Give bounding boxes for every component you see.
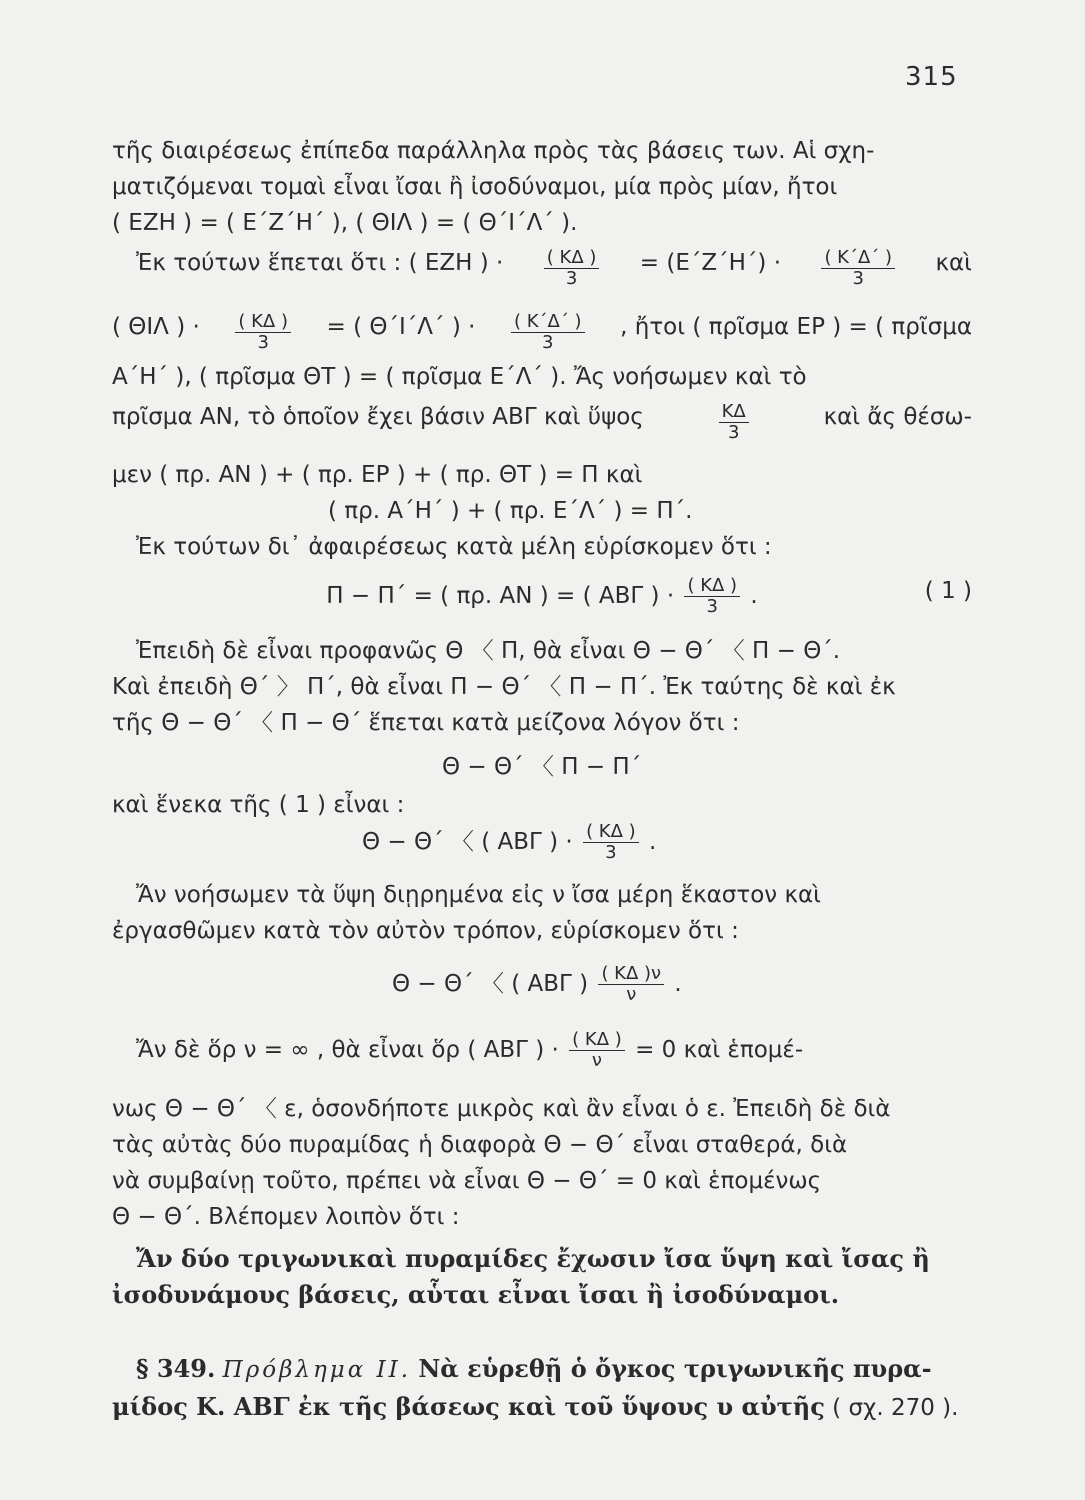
equation-line-7 bbox=[112, 402, 972, 443]
fraction-kd-nu: $\frac{( K\Delta )}{\nu}$ bbox=[569, 1030, 625, 1071]
eq21-left: Ἄν δὲ ὅρ ν = ∞ , θὰ εἶναι ὅρ ( ΑΒΓ ) · bbox=[136, 1037, 559, 1063]
page-number: 315 bbox=[905, 62, 958, 92]
text-line-13: Καὶ ἐπειδὴ Θ΄ 〉 Π΄, θὰ εἶναι Π − Θ΄ 〈 Π − Π΄. Ἐκ ταύτης δὲ καὶ ἐκ bbox=[112, 674, 896, 700]
text-line-14: τῆς Θ − Θ΄ 〈 Π − Θ΄ ἕπεται κατὰ μείζονα λόγον ὅτι : bbox=[112, 710, 740, 736]
equation-line-20 bbox=[112, 964, 972, 1005]
problem-heading-line-1 bbox=[112, 1354, 972, 1385]
eq5-mid: = ( Θ΄Ι΄Λ΄ ) · bbox=[326, 314, 476, 340]
text-line-22: νως Θ − Θ΄ 〈 ε, ὁσονδήποτε μικρὸς καὶ ἂν εἶναι ὁ ε. Ἐπειδὴ δὲ διὰ bbox=[112, 1096, 891, 1122]
problem-text-2: μίδος Κ. ΑΒΓ ἐκ τῆς βάσεως καὶ τοῦ ὕψους υ αὐτῆς bbox=[112, 1392, 825, 1421]
text-line-1: τῆς διαιρέσεως ἐπίπεδα παράλληλα πρὸς τὰς βάσεις των. Αἱ σχη- bbox=[112, 138, 875, 164]
problem-text-1: Νὰ εὑρεθῇ ὁ ὄγκος τριγωνικῆς πυρα- bbox=[418, 1354, 932, 1383]
text-line-24: νὰ συμβαίνῃ τοῦτο, πρέπει νὰ εἶναι Θ − Θ΄ = 0 καὶ ἑπομένως bbox=[112, 1168, 822, 1194]
problem-heading-line-2 bbox=[112, 1392, 972, 1423]
eq20-end: . bbox=[674, 971, 682, 997]
text-line-2: ματιζόμεναι τομαὶ εἶναι ἴσαι ἢ ἰσοδύναμοι, μία πρὸς μίαν, ἤτοι bbox=[112, 174, 838, 200]
eq11-left: Π − Π΄ = ( πρ. ΑΝ ) = ( ΑΒΓ ) · bbox=[326, 583, 675, 609]
text-line-3: ( ΕΖΗ ) = ( Ε΄Ζ΄Η΄ ), ( ΘΙΛ ) = ( Θ΄Ι΄Λ΄ ). bbox=[112, 210, 578, 236]
eq7-right: καὶ ἄς θέσω- bbox=[823, 404, 972, 430]
equation-number-1: ( 1 ) bbox=[924, 578, 972, 604]
text-line-12: Ἐπειδὴ δὲ εἶναι προφανῶς Θ 〈 Π, θὰ εἶναι Θ − Θ΄ 〈 Π − Θ΄. bbox=[136, 638, 841, 664]
fraction-kpd-3: $\frac{( K΄\Delta΄ )}{3}$ bbox=[511, 312, 585, 353]
eq4-mid: = (Ε΄Ζ΄Η΄) · bbox=[639, 250, 782, 276]
text-line-18: Ἄν νοήσωμεν τὰ ὕψη διῃρημένα εἰς ν ἴσα μέρη ἕκαστον καὶ bbox=[136, 882, 821, 908]
eq20-left: Θ − Θ΄ 〈 ( ΑΒΓ ) bbox=[392, 971, 589, 997]
eq17-end: . bbox=[648, 829, 657, 855]
fraction-kpd-3: $\frac{( K΄\Delta΄ )}{3}$ bbox=[821, 248, 895, 289]
eq4-right: καὶ bbox=[935, 250, 972, 276]
text-line-23: τὰς αὐτὰς δύο πυραμίδας ἡ διαφορὰ Θ − Θ΄ εἶναι σταθερά, διὰ bbox=[112, 1132, 848, 1158]
equation-line-11 bbox=[112, 576, 972, 617]
theorem-line-2: ἰσοδυνάμους βάσεις, αὗται εἶναι ἴσαι ἢ ἰσοδύναμοι. bbox=[112, 1280, 840, 1309]
eq11-end: . bbox=[750, 583, 758, 609]
fraction-kd-3: $\frac{( K\Delta )}{3}$ bbox=[684, 576, 740, 617]
text-line-6: Α΄Η΄ ), ( πρῖσμα ΘΤ ) = ( πρῖσμα Ε΄Λ΄ ). Ἄς νοήσωμεν καὶ τὸ bbox=[112, 364, 807, 390]
fraction-kd-nu: $\frac{( K\Delta )\nu}{\nu}$ bbox=[598, 964, 664, 1005]
text-line-9: ( πρ. Α΄Η΄ ) + ( πρ. Ε΄Λ΄ ) = Π΄. bbox=[328, 498, 693, 524]
text-line-10: Ἐκ τούτων δι᾽ ἀφαιρέσεως κατὰ μέλη εὑρίσκομεν ὅτι : bbox=[136, 534, 772, 560]
theorem-line-1: Ἄν δύο τριγωνικαὶ πυραμίδες ἔχωσιν ἴσα ὕψη καὶ ἴσας ἢ bbox=[136, 1244, 930, 1273]
eq17-left: Θ − Θ΄ 〈 ( ΑΒΓ ) · bbox=[362, 829, 573, 855]
eq21-right: = 0 καὶ ἑπομέ- bbox=[635, 1037, 804, 1063]
equation-line-21 bbox=[112, 1030, 972, 1071]
text-line-25: Θ − Θ΄. Βλέπομεν λοιπὸν ὅτι : bbox=[112, 1204, 460, 1230]
text-line-16: καὶ ἕνεκα τῆς ( 1 ) εἶναι : bbox=[112, 792, 405, 818]
fraction-kd-3: $\frac{( K\Delta )}{3}$ bbox=[544, 248, 600, 289]
equation-line-4 bbox=[112, 248, 972, 289]
equation-line-5 bbox=[112, 312, 972, 353]
text-line-15: Θ − Θ΄ 〈 Π − Π΄ bbox=[442, 754, 642, 780]
equation-line-17 bbox=[112, 822, 972, 863]
eq7-left: πρῖσμα ΑΝ, τὸ ὁποῖον ἔχει βάσιν ΑΒΓ καὶ ὕψος bbox=[112, 404, 644, 430]
problem-label: Πρόβλημα ΙΙ. bbox=[222, 1357, 412, 1383]
fraction-kd-3: $\frac{( K\Delta )}{3}$ bbox=[235, 312, 291, 353]
fraction-kd-plain-3: $\frac{K\Delta}{3}$ bbox=[719, 402, 749, 443]
section-number: § 349. bbox=[136, 1354, 216, 1383]
figure-reference: ( σχ. 270 ). bbox=[832, 1395, 959, 1421]
eq5-right: , ἤτοι ( πρῖσμα ΕΡ ) = ( πρῖσμα bbox=[620, 314, 972, 340]
eq4-left: Ἐκ τούτων ἕπεται ὅτι : ( ΕΖΗ ) · bbox=[136, 250, 504, 276]
text-line-8: μεν ( πρ. ΑΝ ) + ( πρ. ΕΡ ) + ( πρ. ΘΤ ) = Π καὶ bbox=[112, 462, 643, 488]
fraction-kd-3: $\frac{( K\Delta )}{3}$ bbox=[583, 822, 639, 863]
text-line-19: ἐργασθῶμεν κατὰ τὸν αὐτὸν τρόπον, εὑρίσκομεν ὅτι : bbox=[112, 918, 739, 944]
eq5-left: ( ΘΙΛ ) · bbox=[112, 314, 200, 340]
